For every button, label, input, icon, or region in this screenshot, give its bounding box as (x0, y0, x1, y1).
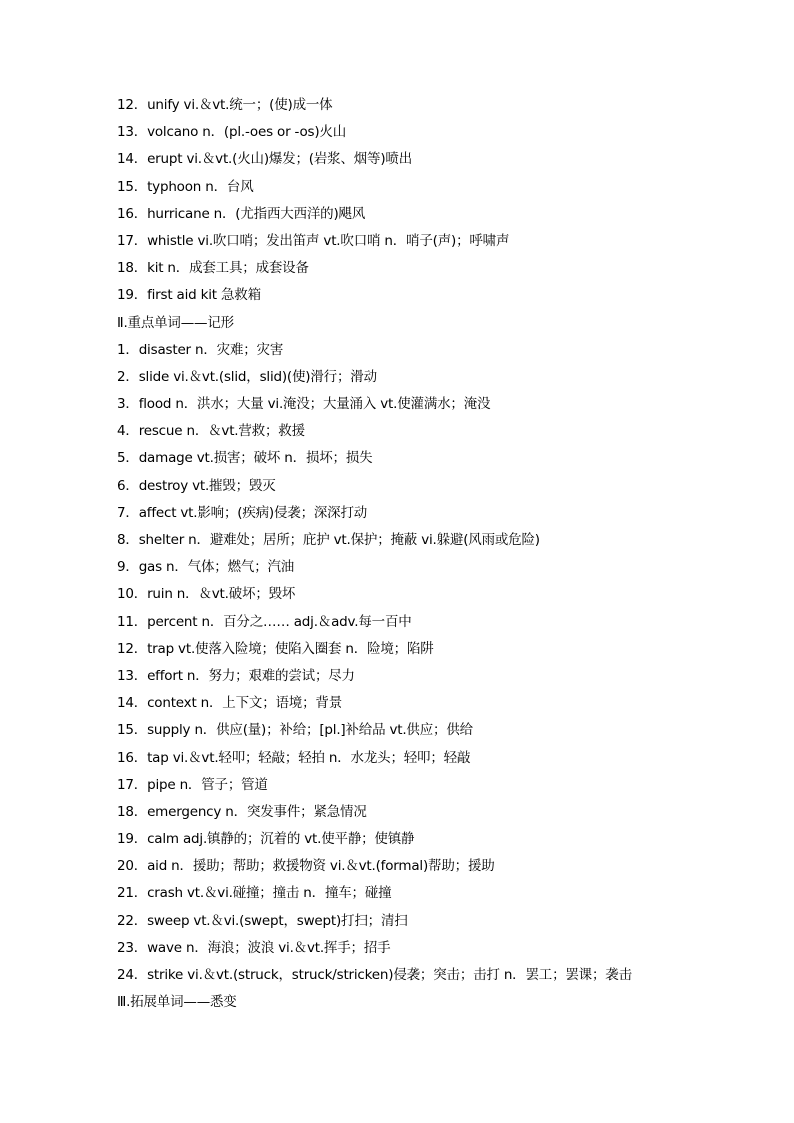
vocab-line: 14．context n．上下文；语境；背景 (117, 695, 343, 712)
vocab-line: 24．strike vi.＆vt.(struck，struck/stricken)侵袭；突击；击打 n．罢工；罢课；袭击 (117, 967, 632, 983)
vocab-line: 16．hurricane n．(尤指西大西洋的)飓风 (117, 205, 366, 222)
vocab-line: 14．erupt vi.＆vt.(火山)爆发；(岩浆、烟等)喷出 (117, 151, 413, 168)
vocab-line: 18．kit n．成套工具；成套设备 (117, 260, 309, 277)
section-heading: Ⅲ.拓展单词——悉变 (117, 994, 237, 1011)
vocab-line: 12．unify vi.＆vt.统一；(使)成一体 (117, 97, 333, 113)
vocab-line: 13．volcano n．(pl.-oes or -os)火山 (117, 124, 347, 141)
vocab-line: 15．typhoon n．台风 (117, 178, 254, 195)
vocab-line: 15．supply n．供应(量)；补给；[pl.]补给品 vt.供应；供给 (117, 722, 473, 739)
vocab-line: 16．tap vi.＆vt.轻叩；轻敲；轻拍 n．水龙头；轻叩；轻敲 (117, 749, 471, 766)
vocabulary-list (117, 94, 757, 1018)
vocab-line: 9．gas n．气体；燃气；汽油 (117, 559, 295, 576)
vocab-line: 20．aid n．援助；帮助；救援物资 vi.＆vt.(formal)帮助；援助 (117, 858, 495, 875)
vocab-line: 1．disaster n．灾难；灾害 (117, 341, 284, 358)
vocab-line: 17．pipe n．管子；管道 (117, 776, 268, 793)
section-heading: Ⅱ.重点单词——记形 (117, 314, 234, 331)
vocab-line: 5．damage vt.损害；破坏 n．损坏；损失 (117, 450, 373, 467)
vocab-line: 12．trap vt.使落入险境；使陷入圈套 n．险境；陷阱 (117, 640, 434, 657)
vocab-line: 13．effort n．努力；艰难的尝试；尽力 (117, 667, 355, 684)
vocab-line: 19．first aid kit 急救箱 (117, 287, 261, 304)
vocab-line: 10．ruin n．＆vt.破坏；毁坏 (117, 586, 296, 603)
vocab-line: 8．shelter n．避难处；居所；庇护 vt.保护；掩蔽 vi.躲避(风雨或危险) (117, 532, 540, 548)
vocab-line: 18．emergency n．突发事件；紧急情况 (117, 803, 367, 820)
vocab-line: 21．crash vt.＆vi.碰撞；撞击 n．撞车；碰撞 (117, 885, 392, 902)
vocab-line: 2．slide vi.＆vt.(slid，slid)(使)滑行；滑动 (117, 368, 377, 385)
vocab-line: 3．flood n．洪水；大量 vi.淹没；大量涌入 vt.使灌满水；淹没 (117, 396, 491, 413)
vocab-line: 4．rescue n．＆vt.营救；救援 (117, 423, 305, 440)
vocab-line: 23．wave n．海浪；波浪 vi.＆vt.挥手；招手 (117, 939, 391, 956)
vocab-line: 19．calm adj.镇静的；沉着的 vt.使平静；使镇静 (117, 831, 415, 848)
vocab-line: 22．sweep vt.＆vi.(swept，swept)打扫；清扫 (117, 912, 408, 929)
vocab-line: 11．percent n．百分之…… adj.＆adv.每一百中 (117, 613, 412, 630)
vocab-line: 7．affect vt.影响；(疾病)侵袭；深深打动 (117, 504, 368, 521)
vocab-line: 17．whistle vi.吹口哨；发出笛声 vt.吹口哨 n．哨子(声)；呼啸声 (117, 232, 510, 249)
vocab-line: 6．destroy vt.摧毁；毁灭 (117, 477, 276, 494)
